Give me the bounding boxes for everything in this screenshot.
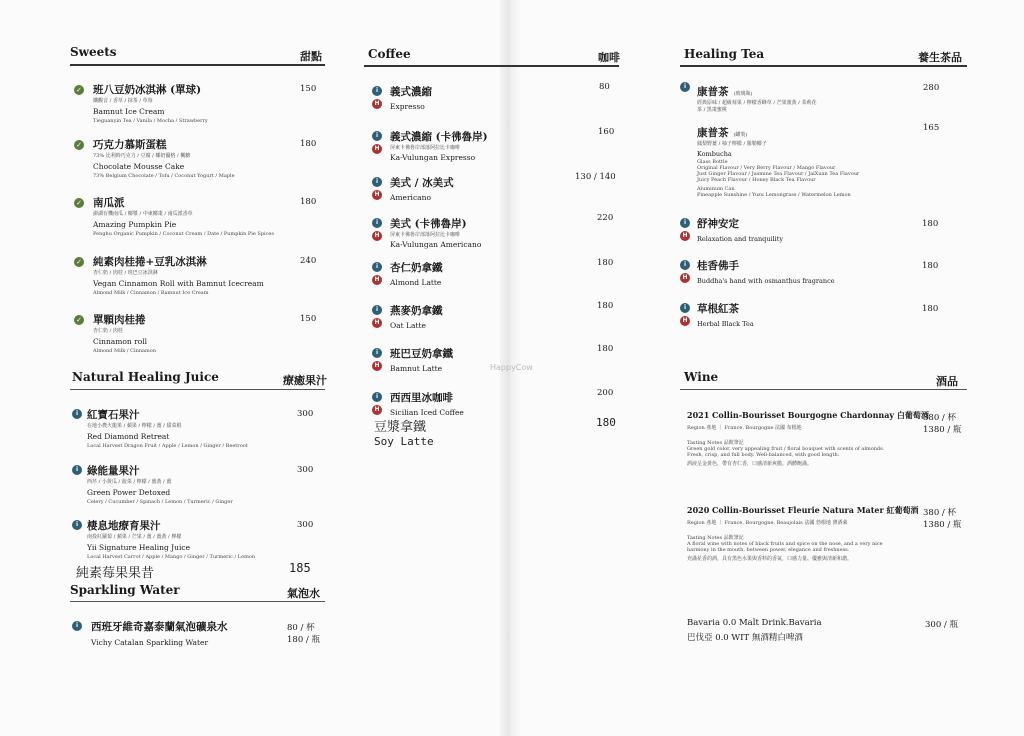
item-price: 180 (597, 301, 614, 311)
item-note-zh: (罐裝) (733, 132, 748, 138)
item-price: 80 (599, 82, 610, 92)
tea-heading-zh: 養生茶品 (918, 51, 962, 64)
info-icon (72, 520, 82, 530)
info-icon (680, 218, 690, 228)
item-sub-zh: 杏仁奶 / 肉桂 (93, 328, 123, 334)
item-name-en: Almond Latte (390, 278, 442, 287)
info-icon (372, 131, 382, 141)
item-price-bottle: 180 / 瓶 (287, 635, 320, 645)
tea-rule (680, 65, 967, 67)
kombucha-line: Juicy Peach Flavour / Honey Black Tea Flavour (697, 177, 816, 183)
beer-name-zh: 巴伐亞 0.0 WIT 無酒精白啤酒 (687, 633, 803, 643)
coffee-heading: Coffee (368, 47, 411, 61)
item-name-en: Ka-Vulungan Expresso (390, 153, 476, 162)
item-sub-zh: 屏東卡彿魯岸部落阿拉比卡咖啡 (390, 145, 461, 151)
handwritten-soy-latte-price: 180 (596, 416, 616, 429)
item-desc-en: Penghu Organic Pumpkin / Coconut Cream / Date / Pumpkin Pie Spices (93, 231, 274, 237)
item-name-en: Expresso (390, 102, 425, 111)
item-price-glass: 80 / 杯 (287, 623, 315, 633)
kombucha-line: Pineapple Sunshine / Yuzu Lemongrass / Watermelon Lemon (697, 192, 851, 198)
info-icon (372, 177, 382, 187)
item-price: 300 (297, 465, 314, 475)
menu-item-beer (687, 618, 822, 643)
halal-icon (372, 405, 382, 415)
vegan-icon (74, 140, 84, 150)
halal-icon (680, 231, 690, 241)
wine-name: 2020 Collin-Bourisset Fleurie Natura Mater 紅葡萄酒 (687, 505, 919, 515)
info-icon (372, 305, 382, 315)
item-sub-zh: 在地小農火龍果 / 蘋果 / 檸檬 / 薑 / 甜菜根 (87, 423, 182, 429)
item-price: 150 (300, 84, 317, 94)
wine-notes-zh: 酒液呈金黃色，帶有杏仁香，口感清新爽脆、酒體飽滿。 (687, 461, 813, 467)
tea-heading: Healing Tea (684, 47, 765, 61)
handwritten-smoothie-price: 185 (289, 561, 311, 575)
info-icon (680, 82, 690, 92)
info-icon (372, 262, 382, 272)
wine-region: Region 產地 ｜ France, Bourgogne 法國 布根地 (687, 425, 802, 431)
item-price: 165 (923, 123, 940, 133)
item-note-zh: (玻璃瓶) (733, 91, 753, 97)
item-price: 180 (922, 304, 939, 314)
item-name-en: Chocolate Mousse Cake (93, 162, 185, 171)
halal-icon (680, 273, 690, 283)
item-price: 240 (300, 256, 317, 266)
item-name-en: Vegan Cinnamon Roll with Bamnut Icecream (93, 279, 264, 288)
item-name-en: Cinnamon roll (93, 337, 148, 346)
info-icon (680, 260, 690, 270)
kombucha-line: Glass Bottle (697, 159, 728, 165)
item-name-zh: 舒神安定 (697, 218, 739, 230)
item-name-en: Red Diamond Retreat (87, 432, 170, 441)
halal-icon (372, 275, 382, 285)
item-name-zh: 純素肉桂捲+豆乳冰淇淋 (93, 256, 207, 268)
item-sub-zh: 屏東卡彿魯岸部落阿拉比卡咖啡 (390, 232, 461, 238)
item-price: 300 (297, 520, 314, 530)
item-sub-zh: 鳳梨野薑 / 柚子檸檬 / 羅勒椰子 (697, 141, 767, 147)
halal-icon (372, 231, 382, 241)
menu-item-wine (687, 505, 919, 562)
item-price: 300 (297, 409, 314, 419)
wine-price-glass: 380 / 杯 (923, 508, 956, 518)
wine-region: Region 產地 ｜ France, Bourgogne, Beaujolais 法國 勃根地 薄酒萊 (687, 520, 848, 526)
wine-price-bottle: 1380 / 瓶 (923, 520, 962, 530)
info-icon (372, 86, 382, 96)
juice-heading-zh: 療癒果汁 (283, 374, 327, 387)
handwritten-soy-latte-en: Soy Latte (374, 435, 434, 448)
info-icon (372, 218, 382, 228)
item-name-zh: 義式濃縮 (卡彿魯岸) (390, 131, 488, 143)
sparkling-rule (70, 601, 325, 602)
wine-notes-title: Tasting Notes 品飲筆記 (687, 535, 744, 541)
item-price: 130 / 140 (575, 172, 616, 182)
watermark: HappyCow (490, 363, 533, 372)
item-name-zh: 西西里冰咖啡 (390, 392, 453, 404)
item-sub-zh: 73% 比利時巧克力 / 豆腐 / 椰奶優格 / 楓糖 (93, 153, 191, 159)
item-name-zh: 美式 / 冰美式 (390, 177, 454, 189)
juice-heading: Natural Healing Juice (72, 370, 219, 384)
item-desc-en: Tieguanyin Tea / Vanila / Mocha / Strawberry (93, 118, 208, 124)
item-name-en: Herbal Black Tea (697, 320, 754, 328)
coffee-rule (364, 65, 619, 67)
item-price: 200 (597, 388, 614, 398)
halal-icon (372, 318, 382, 328)
halal-icon (372, 190, 382, 200)
item-name-en: Bamnut Latte (390, 364, 443, 373)
halal-icon (680, 316, 690, 326)
item-price: 180 (922, 261, 939, 271)
item-name-zh: 班巴豆奶拿鐵 (390, 348, 453, 360)
item-name-zh: 綠能量果汁 (87, 465, 140, 477)
handwritten-smoothie: 純素莓果果昔 (76, 566, 155, 581)
item-name-zh: 杏仁奶拿鐵 (390, 262, 443, 274)
item-price: 160 (598, 127, 615, 137)
info-icon (72, 621, 82, 631)
kombucha-line: Original Flavour / Very Berry Flavour / Mango Flavour (697, 165, 836, 171)
coffee-heading-zh: 咖啡 (598, 51, 620, 64)
item-name-en: Green Power Detoxed (87, 488, 171, 497)
item-price: 180 (922, 219, 939, 229)
item-sub-zh: 南投紅蘿蔔 / 蘋果 / 芒果 / 薑 / 薑黃 / 檸檬 (87, 534, 182, 540)
item-name-zh: 草根紅茶 (697, 303, 739, 315)
item-sub-zh: 鐵觀音 / 香草 / 抹茶 / 草莓 (93, 98, 153, 104)
handwritten-soy-latte-zh: 豆漿拿鐵 (374, 420, 427, 435)
item-desc-en: Local Harvest Dragon Fruit / Apple / Lemon / Ginger / Beetroot (87, 443, 248, 449)
item-price: 280 (923, 83, 940, 93)
wine-heading-zh: 酒品 (936, 375, 958, 388)
item-name-zh: 義式濃縮 (390, 86, 432, 98)
sparkling-heading: Sparkling Water (70, 583, 180, 597)
kombucha-line: Just Ginger Flavour / Jasmine Tea Flavour / JaiXuan Tea Flavour (697, 171, 860, 177)
wine-price-bottle: 1380 / 瓶 (923, 425, 962, 435)
item-name-en: Americano (390, 193, 431, 202)
kombucha-line: Aluminum Can (697, 186, 735, 192)
sweets-heading-zh: 甜點 (300, 50, 322, 63)
item-name-en: Yii Signature Healing Juice (87, 543, 191, 552)
item-name-zh: 巧克力慕斯蛋糕 (93, 139, 167, 151)
item-name-en: Oat Latte (390, 321, 426, 330)
item-name-en: Kombucha (697, 150, 732, 158)
item-name-zh: 西班牙維奇嘉泰蘭氣泡礦泉水 (91, 621, 228, 633)
item-desc-en: Almond Milk / Cinnamon (93, 348, 157, 354)
item-name-zh: 紅寶石果汁 (87, 409, 140, 421)
item-price: 150 (300, 314, 317, 324)
beer-name: Bavaria 0.0 Malt Drink.Bavaria (687, 618, 822, 628)
halal-icon (372, 144, 382, 154)
info-icon (72, 465, 82, 475)
info-icon (680, 303, 690, 313)
item-sub-zh: 澎湖有機南瓜 / 椰漿 / 中東椰棗 / 南瓜派香草 (93, 211, 193, 217)
item-price: 220 (597, 213, 614, 223)
sweets-rule (70, 64, 325, 66)
info-icon (72, 409, 82, 419)
wine-rule (680, 389, 967, 390)
item-price: 180 (300, 139, 317, 149)
item-price: 180 (300, 197, 317, 207)
wine-notes-title: Tasting Notes 品飲筆記 (687, 440, 744, 446)
item-price: 180 (597, 344, 614, 354)
info-icon (372, 348, 382, 358)
item-name-en: Ka-Vulungan Americano (390, 240, 482, 249)
item-price: 180 (597, 258, 614, 268)
item-name-en: Relaxation and tranquility (697, 235, 784, 243)
item-name-zh: 班八豆奶冰淇淋 (單球) (93, 84, 202, 96)
menu-item-wine (687, 410, 929, 467)
item-desc-en: Celery / Cucumber / Spinach / Lemon / Turmeric / Ginger (87, 499, 233, 505)
beer-price-bottle: 300 / 瓶 (925, 620, 958, 630)
item-desc-en: Local Harvest Carrot / Apple / Mango / Ginger / Turmeric / Lemon (87, 554, 256, 560)
item-name-en: Bamnut Ice Cream (93, 107, 165, 116)
item-name-en: Sicilian Iced Coffee (390, 408, 464, 417)
item-desc-en: Almond Milk / Cinnamon / Bamnut Ice Cream (93, 290, 209, 296)
vegan-icon (74, 198, 84, 208)
wine-notes-zh: 充滿花香的酒，具有黑色水果與香料的香氣，口感力量、優雅與清新和諧。 (687, 556, 853, 562)
item-name-en: Vichy Catalan Sparkling Water (91, 638, 209, 647)
halal-icon (372, 361, 382, 371)
wine-notes-en: A floral wine with notes of black fruits and spice on the nose, and a very nice harmony in the mouth, between power, elegance and freshness. (687, 541, 883, 553)
item-sub-zh: 西芹 / 小黃瓜 / 菠菜 / 檸檬 / 薑黃 / 薑 (87, 479, 172, 485)
info-icon (372, 392, 382, 402)
item-desc-en: 73% Belgium Chocolate / Tofu / Coconut Yogurt / Maple (93, 173, 235, 179)
sweets-heading: Sweets (70, 45, 117, 59)
halal-icon (372, 99, 382, 109)
item-name-zh: 燕麥奶拿鐵 (390, 305, 443, 317)
item-name-zh: 南瓜派 (93, 197, 125, 209)
wine-notes-en: Green gold color, very appealing fruit / floral bouquet with scents of almonds. Fresh, crisp, and full body. Well-balanced, with good length. (687, 446, 885, 458)
item-name-en: Amazing Pumpkin Pie (93, 220, 177, 229)
vegan-icon (74, 315, 84, 325)
item-name-zh: 康普茶 (697, 127, 729, 139)
wine-price-glass: 380 / 杯 (923, 413, 956, 423)
item-name-zh: 棲息地療育果汁 (87, 520, 161, 532)
item-name-zh: 美式 (卡彿魯岸) (390, 218, 467, 230)
item-sub-zh: 杏仁奶 / 肉桂 / 班巴豆冰淇淋 (93, 270, 158, 276)
item-name-zh: 單顆肉桂捲 (93, 314, 146, 326)
vegan-icon (74, 85, 84, 95)
sparkling-heading-zh: 氣泡水 (287, 587, 320, 600)
juice-rule (70, 389, 325, 390)
menu-item-tea (697, 121, 859, 198)
wine-name: 2021 Collin-Bourisset Bourgogne Chardonnay 白葡萄酒 (687, 410, 929, 420)
item-name-zh: 桂香佛手 (697, 260, 739, 272)
wine-heading: Wine (684, 370, 719, 384)
vegan-icon (74, 257, 84, 267)
item-name-zh: 康普茶 (697, 86, 729, 98)
item-name-en: Buddha's hand with osmanthus fragrance (697, 277, 835, 285)
item-sub-zh: 經典原味 / 超級莓果 / 檸檬香蜂草 / 芒果薑黃 / 茉莉花茶 / 黑棗蜜桃 (697, 100, 817, 113)
